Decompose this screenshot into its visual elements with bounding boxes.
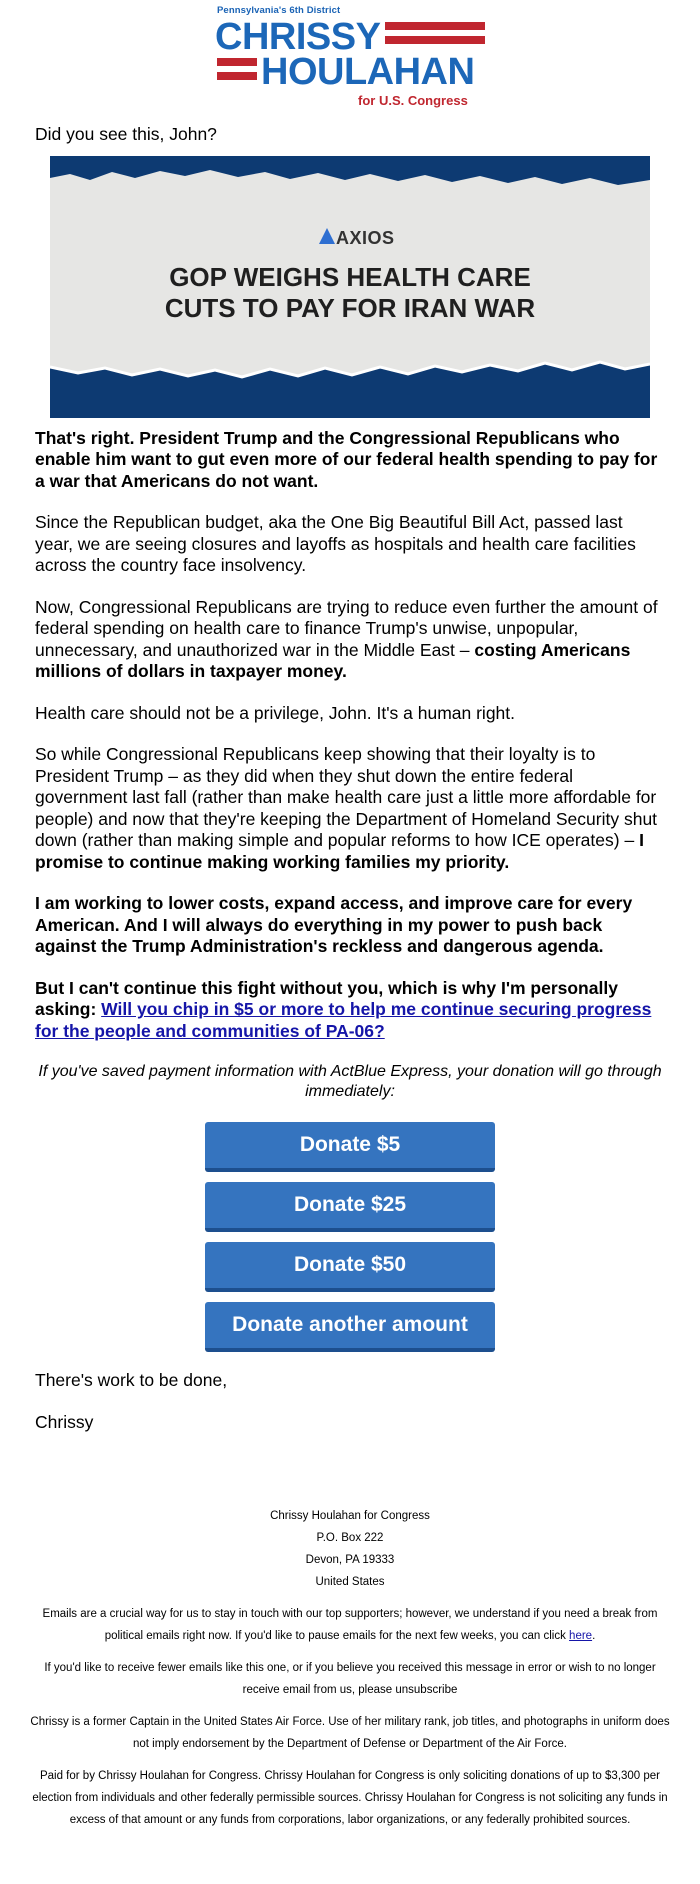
paragraph-4: Health care should not be a privilege, John. It's a human right. [35,702,516,723]
logo-last-name: HOULAHAN [261,51,475,93]
paragraph-5-emphasis: I promise to continue making working families my priority. [35,830,644,872]
hero-headline-line-1: GOP WEIGHS HEALTH CARE [169,261,531,292]
address-line: Devon, PA 19333 [305,1554,395,1566]
donate-25-button[interactable]: Donate $25 [205,1182,495,1232]
donate-ask-link[interactable]: Will you chip in $5 or more to help me continue securing progress for the people and communities of PA-06? [35,999,652,1041]
mailing-address [30,1505,670,1593]
military-disclaimer: Chrissy is a former Captain in the United States Air Force. Use of her military rank, job titles, and photographs in uniform does not imply endorsement by the Department of Defense or Department of the Air Force. [30,1716,670,1750]
logo-first-name: CHRISSY [215,16,381,58]
logo-stripe-4 [217,72,257,80]
address-line: P.O. Box 222 [316,1532,384,1544]
address-line: United States [315,1576,385,1588]
logo-stripe-3 [217,58,257,66]
paid-for-disclaimer: Paid for by Chrissy Houlahan for Congress. Chrissy Houlahan for Congress is only soliciting donations of up to $3,300 per election from individuals and other federally permissible sources. Chrissy Houlahan for Congress is not soliciting any funds in excess of that amount or any funds from corporations, labor organizations, or any federally prohibited sources. [32,1770,668,1826]
pause-emails-link[interactable]: here [569,1630,593,1642]
torn-paper-graphic [50,156,650,418]
logo-stripe-2 [385,36,485,44]
pause-emails-text: Emails are a crucial way for us to stay in touch with our top supporters; however, we understand if you need a break from political emails right now. If you'd like to pause emails for the next few weeks, you can click [42,1608,658,1642]
paragraph-1: That's right. President Trump and the Congressional Republicans who enable him want to gut even more of our federal health spending to pay for a war that Americans do not want. [35,427,658,491]
address-line: Chrissy Houlahan for Congress [270,1510,430,1522]
paragraph-2: Since the Republican budget, aka the One Big Beautiful Bill Act, passed last year, we are seeing closures and layoffs as hospitals and health care facilities across the country face insolvency. [35,512,636,575]
news-headline-image[interactable] [50,156,650,418]
paragraph-7 [35,978,665,1043]
email-footer [30,1505,670,1841]
hero-headline-line-2: CUTS TO PAY FOR IRAN WAR [164,292,536,323]
paragraph-5-text: So while Congressional Republicans keep showing that their loyalty is to President Trump – as they did when they shut down the entire federal government last fall (rather than make health care just a little more affordable for people) and now that they're keeping the Department of Homeland Security shut down (rather than making simple and popular reforms to how ICE operates) – [35,744,658,850]
axios-wordmark: AXIOS [336,227,395,248]
donate-5-button[interactable]: Donate $5 [205,1122,495,1172]
unsubscribe-notice[interactable]: If you'd like to receive fewer emails like this one, or if you believe you received this message in error or wish to no longer receive email from us, please unsubscribe [44,1662,656,1696]
paragraph-3 [35,597,665,683]
donate-50-button[interactable]: Donate $50 [205,1242,495,1292]
logo-district: Pennsylvania's 6th District [217,5,341,16]
greeting: Did you see this, John? [35,124,217,144]
signature: Chrissy [35,1411,94,1432]
paragraph-5 [35,744,665,873]
actblue-express-note: If you've saved payment information with ActBlue Express, your donation will go through immediately: [38,1063,662,1100]
paragraph-3-text: Now, Congressional Republicans are trying to reduce even further the amount of federal spending on health care to finance Trump's unwise, unpopular, unnecessary, and unauthorized war in the Middle East – [35,596,658,660]
paragraph-7-text: But I can't continue this fight without you, which is why I'm personally asking: [35,977,618,1019]
pause-emails-notice: Emails are a crucial way for us to stay in touch with our top supporters; however, we understand if you need a break from political emails right now. If you'd like to pause emails for the next few weeks, you can click here. [42,1608,658,1642]
email-body [35,124,665,1453]
closing-line: There's work to be done, [35,1370,228,1390]
donate-buttons [35,1122,665,1352]
logo-subtitle: for U.S. Congress [358,93,468,108]
paragraph-6: I am working to lower costs, expand access, and improve care for every American. And I will always do everything in my power to push back against the Trump Administration's reckless and dangerous agenda. [35,893,633,956]
logo-stripe-1 [385,22,485,30]
donate-other-amount-button[interactable]: Donate another amount [205,1302,495,1352]
paragraph-3-emphasis: costing Americans millions of dollars in taxpayer money. [35,639,631,681]
campaign-logo [0,0,700,115]
